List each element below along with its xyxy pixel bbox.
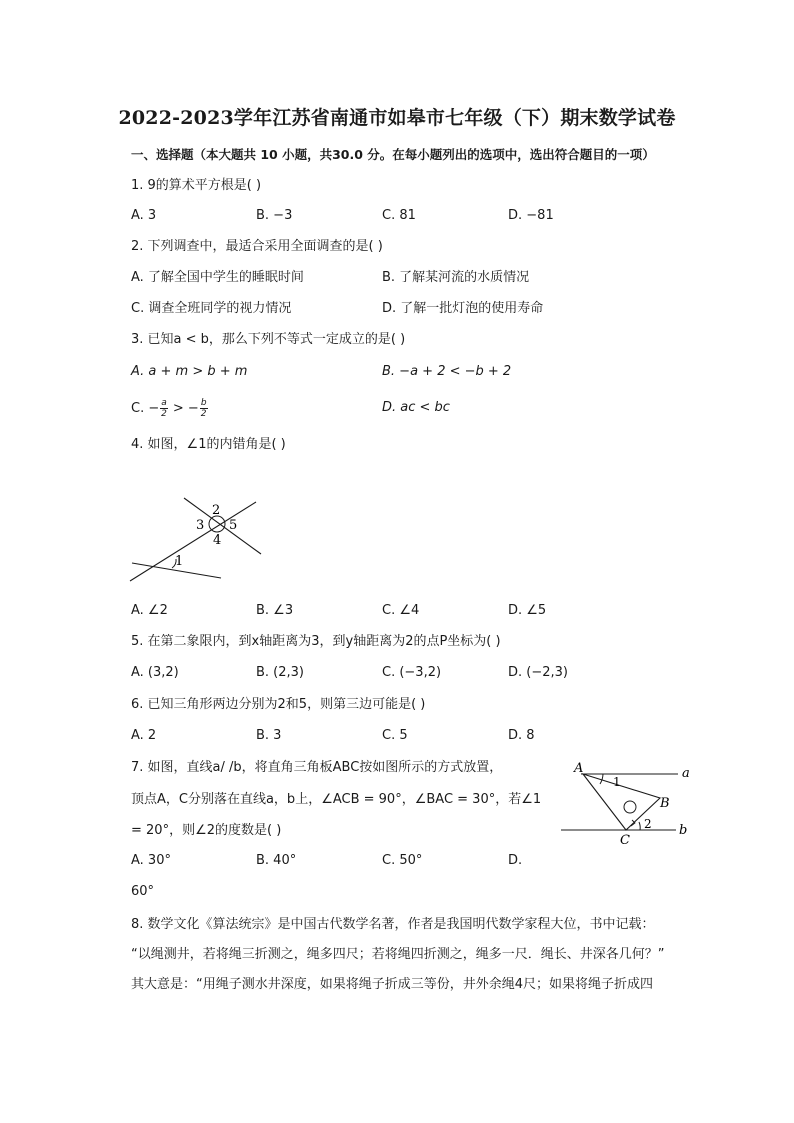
question-5-stem: 5. 在第二象限内，到x轴距离为3，到y轴距离为2的点P坐标为( )	[131, 634, 501, 649]
triangle-hole	[624, 801, 636, 813]
fraction-denominator: 2	[161, 409, 167, 419]
figure-line	[130, 502, 256, 581]
angle-label-5: 5	[229, 518, 238, 533]
fraction-numerator: b	[200, 398, 207, 408]
question-7-figure	[556, 760, 706, 850]
fraction-a-over-2	[160, 398, 168, 419]
question-3-option-c	[131, 398, 209, 419]
question-2-option-b: B. 了解某河流的水质情况	[382, 270, 530, 285]
option-c-compare: > −	[168, 400, 199, 416]
question-5-option-d: D. (−2,3)	[508, 665, 568, 680]
angle-2-arc	[639, 822, 640, 830]
question-4-option-a: A. ∠2	[131, 603, 168, 618]
angle-label-1: 1	[175, 554, 184, 569]
question-3-option-b: B. −a + 2 < −b + 2	[382, 364, 512, 379]
page-title: 2022-2023学年江苏省南通市如皋市七年级（下）期末数学试卷	[118, 107, 676, 129]
question-5-option-b: B. (2,3)	[256, 665, 305, 680]
option-c-prefix: C. −	[131, 400, 160, 416]
point-label-b: B	[660, 796, 670, 811]
question-5-option-a: A. (3,2)	[131, 665, 179, 680]
angle-marker-circle	[209, 516, 225, 532]
question-8-line-3: 其大意是：“用绳子测水井深度，如果将绳子折成三等份，井外余绳4尺；如果将绳子折成四	[131, 977, 654, 992]
angle-label-3: 3	[196, 518, 205, 533]
question-4-stem: 4. 如图，∠1的内错角是( )	[131, 437, 286, 452]
question-4-option-b: B. ∠3	[256, 603, 294, 618]
line-label-a: a	[682, 766, 690, 781]
point-label-a: A	[574, 761, 584, 776]
angle-label-4: 4	[213, 533, 222, 548]
question-1-option-c: C. 81	[382, 208, 416, 223]
question-7-line-1: 7. 如图，直线a/ /b，将直角三角板ABC按如图所示的方式放置，	[131, 760, 503, 775]
question-7-option-b: B. 40°	[256, 853, 297, 868]
question-5-option-c: C. (−3,2)	[382, 665, 442, 680]
question-8-line-1: 8. 数学文化《算法统宗》是中国古代数学名著，作者是我国明代数学家程大位，书中记载：	[131, 917, 655, 932]
question-4-option-d: D. ∠5	[508, 603, 547, 618]
question-7-option-a: A. 30°	[131, 853, 171, 868]
question-1-option-a: A. 3	[131, 208, 157, 223]
fraction-b-over-2	[200, 398, 208, 419]
question-7-line-2: 顶点A，C分别落在直线a，b上，∠ACB = 90°，∠BAC = 30°，若∠1	[131, 792, 542, 807]
fraction-denominator: 2	[200, 409, 207, 419]
question-1-option-b: B. −3	[256, 208, 293, 223]
question-6-option-a: A. 2	[131, 728, 157, 743]
question-3-option-d: D. ac < bc	[382, 400, 450, 415]
question-3-option-a: A. a + m > b + m	[131, 364, 248, 379]
question-1-option-d: D. −81	[508, 208, 554, 223]
question-3-stem: 3. 已知a < b，那么下列不等式一定成立的是( )	[131, 332, 406, 347]
question-1-stem: 1. 9的算术平方根是( )	[131, 178, 262, 193]
question-7-option-d: D.	[508, 853, 523, 868]
question-7-option-d-value: 60°	[131, 884, 155, 899]
angle-label-2: 2	[212, 503, 221, 518]
angle-label-1: 1	[613, 775, 621, 789]
question-2-stem: 2. 下列调查中，最适合采用全面调查的是( )	[131, 239, 383, 254]
question-7-option-c: C. 50°	[382, 853, 423, 868]
question-2-option-a: A. 了解全国中学生的睡眠时间	[131, 270, 304, 285]
question-8-line-2: “以绳测井，若将绳三折测之，绳多四尺；若将绳四折测之，绳多一尺．绳长、井深各几何？”	[131, 947, 665, 962]
line-label-b: b	[679, 823, 688, 838]
fraction-numerator: a	[161, 398, 167, 408]
question-6-option-c: C. 5	[382, 728, 408, 743]
question-2-option-d: D. 了解一批灯泡的使用寿命	[382, 301, 544, 316]
angle-label-2: 2	[644, 817, 652, 831]
point-label-c: C	[620, 833, 630, 848]
question-7-line-3: = 20°，则∠2的度数是( )	[131, 823, 282, 838]
question-4-figure	[120, 492, 280, 592]
question-6-option-d: D. 8	[508, 728, 535, 743]
question-4-option-c: C. ∠4	[382, 603, 420, 618]
question-6-option-b: B. 3	[256, 728, 282, 743]
section-heading: 一、选择题（本大题共 10 小题，共30.0 分。在每小题列出的选项中，选出符合题目的一项）	[131, 147, 655, 162]
question-2-option-c: C. 调查全班同学的视力情况	[131, 301, 292, 316]
question-6-stem: 6. 已知三角形两边分别为2和5，则第三边可能是( )	[131, 697, 426, 712]
